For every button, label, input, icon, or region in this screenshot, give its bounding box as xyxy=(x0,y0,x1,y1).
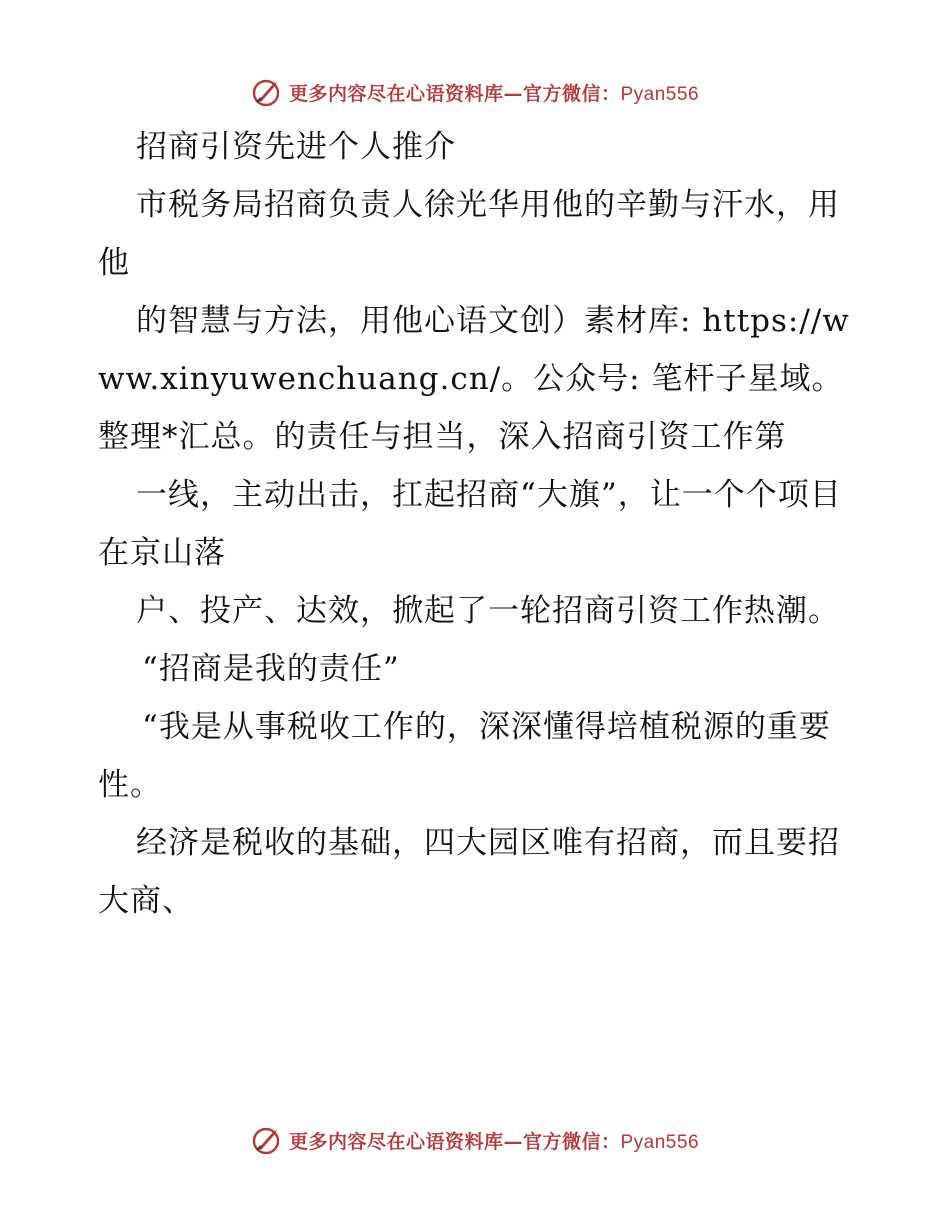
banner-text: 更多内容尽在心语资料库—官方微信：Pyan556 xyxy=(288,1130,700,1153)
section-heading: “招商是我的责任” xyxy=(142,651,400,687)
paragraph: 户、投产、达效，掀起了一轮招商引资工作热潮。 xyxy=(136,593,840,629)
footer-watermark-banner xyxy=(0,1120,950,1160)
wechat-id: Pyan556 xyxy=(620,1131,700,1153)
paragraph: 经济是税收的基础，四大园区唯有招商，而且要招大商、 xyxy=(98,825,840,919)
paragraph: 的智慧与方法，用他心语文创）素材库: https://www.xinyuwenchuang.cn/。公众号: 笔杆子星域。整理*汇总。的责任与担当，深入招商引资工作第 xyxy=(98,303,850,455)
paragraph: 市税务局招商负责人徐光华用他的辛勤与汗水，用他 xyxy=(98,187,840,281)
document-title: 招商引资先进个人推介 xyxy=(136,129,456,165)
document-body xyxy=(98,118,858,930)
paragraph: 一线，主动出击，扛起招商“大旗”，让一个个项目在京山落 xyxy=(98,477,842,571)
quill-logo-icon xyxy=(251,76,283,108)
header-watermark-banner xyxy=(0,72,950,112)
quill-logo-icon xyxy=(251,1124,283,1156)
banner-text: 更多内容尽在心语资料库—官方微信：Pyan556 xyxy=(288,82,700,105)
paragraph: “我是从事税收工作的，深深懂得培植税源的重要性。 xyxy=(98,709,831,803)
wechat-id: Pyan556 xyxy=(620,83,700,105)
